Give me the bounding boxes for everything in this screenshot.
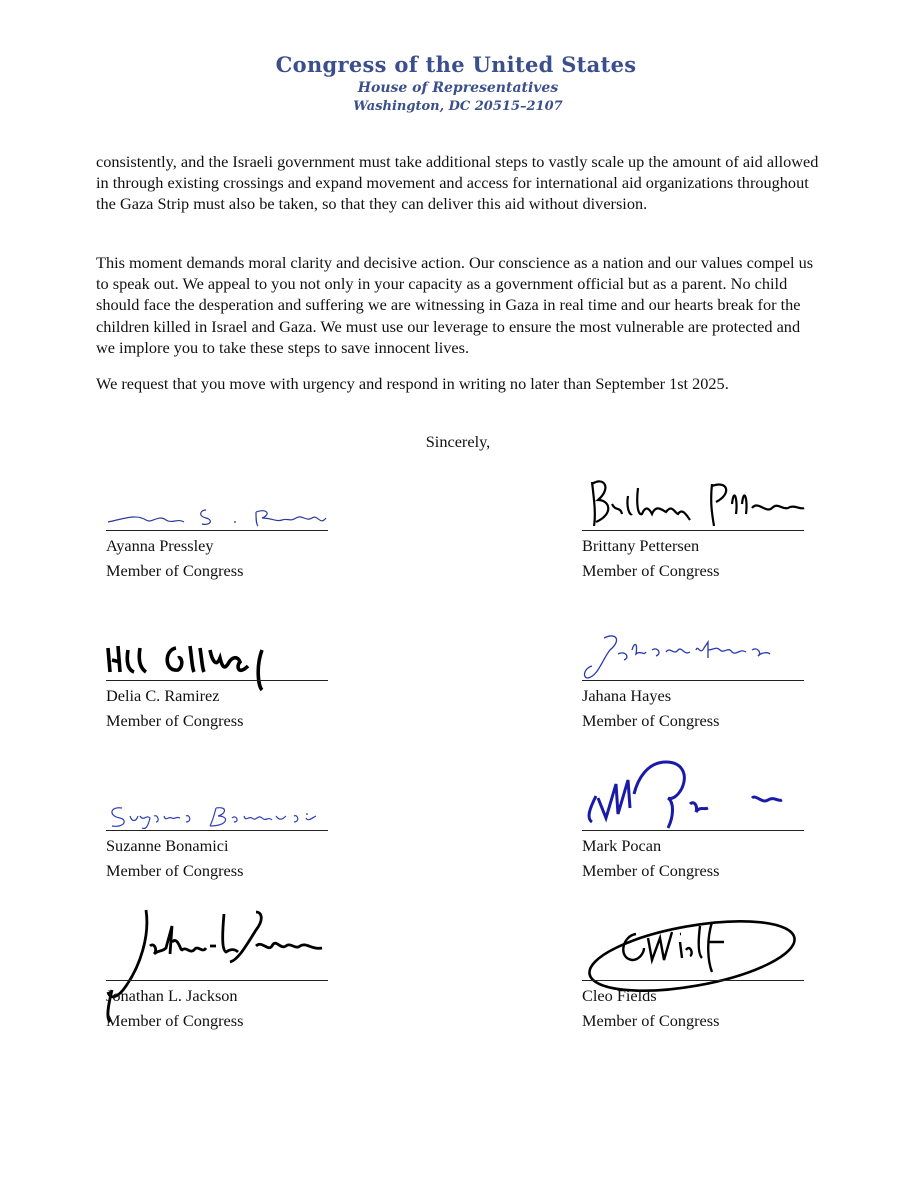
body-paragraph-3: We request that you move with urgency and respond in writing no later than September 1st 2025. xyxy=(96,374,729,393)
signatory-name: Ayanna Pressley xyxy=(106,536,214,555)
signature-line xyxy=(106,530,328,531)
signatory-title: Member of Congress xyxy=(582,561,720,580)
signatory-name: Jahana Hayes xyxy=(582,686,672,705)
signatory-name: Suzanne Bonamici xyxy=(106,836,229,855)
letterhead-congress: Congress of the United States xyxy=(275,52,637,77)
body-paragraph-2: This moment demands moral clarity and decisive action. Our conscience as a nation and our values compel us to speak out. We appeal to you not only in your capacity as a government official but as a parent. No child should face the desperation and suffering we are witnessing in Gaza in real time and our hearts break for the children killed in Israel and Gaza. We must use our leverage to ensure the most vulnerable are protected and we implore you to take these steps to save innocent lives. xyxy=(96,253,814,357)
signature-line xyxy=(582,680,804,681)
signature-line xyxy=(106,830,328,831)
signature-block-jackson xyxy=(106,980,336,1130)
body-paragraph-1: consistently, and the Israeli government must take additional steps to vastly scale up the amount of aid allowed in through existing crossings and expand movement and access for international aid organizations throughout the Gaza Strip must also be taken, so that they can deliver this aid without diversion. xyxy=(96,152,819,214)
signatory-title: Member of Congress xyxy=(582,861,720,880)
signature-line xyxy=(106,980,328,981)
signatory-name: Cleo Fields xyxy=(582,986,657,1005)
signature-line xyxy=(582,830,804,831)
signature-line xyxy=(582,530,804,531)
signatory-name: Delia C. Ramirez xyxy=(106,686,220,705)
handwritten-signature-pettersen xyxy=(582,474,812,534)
signatory-title: Member of Congress xyxy=(582,711,720,730)
signatory-title: Member of Congress xyxy=(106,1011,244,1030)
letterhead-address: Washington, DC 20515–2107 xyxy=(353,99,563,114)
signature-block-fields xyxy=(582,980,812,1130)
handwritten-signature-hayes xyxy=(582,632,812,692)
signatory-name: Mark Pocan xyxy=(582,836,662,855)
letterhead xyxy=(0,52,916,114)
signature-line xyxy=(582,980,804,981)
signatory-title: Member of Congress xyxy=(106,711,244,730)
closing-salutation: Sincerely, xyxy=(425,432,491,451)
handwritten-signature-pressley xyxy=(106,500,336,540)
handwritten-signature-pocan xyxy=(582,758,812,838)
signatory-name: Jonathan L. Jackson xyxy=(106,986,238,1005)
signatory-title: Member of Congress xyxy=(582,1011,720,1030)
letterhead-house: House of Representatives xyxy=(357,80,559,96)
signatory-name: Brittany Pettersen xyxy=(582,536,700,555)
signatory-title: Member of Congress xyxy=(106,861,244,880)
handwritten-signature-jackson xyxy=(106,906,336,1026)
signatory-title: Member of Congress xyxy=(106,561,244,580)
signature-line xyxy=(106,680,328,681)
